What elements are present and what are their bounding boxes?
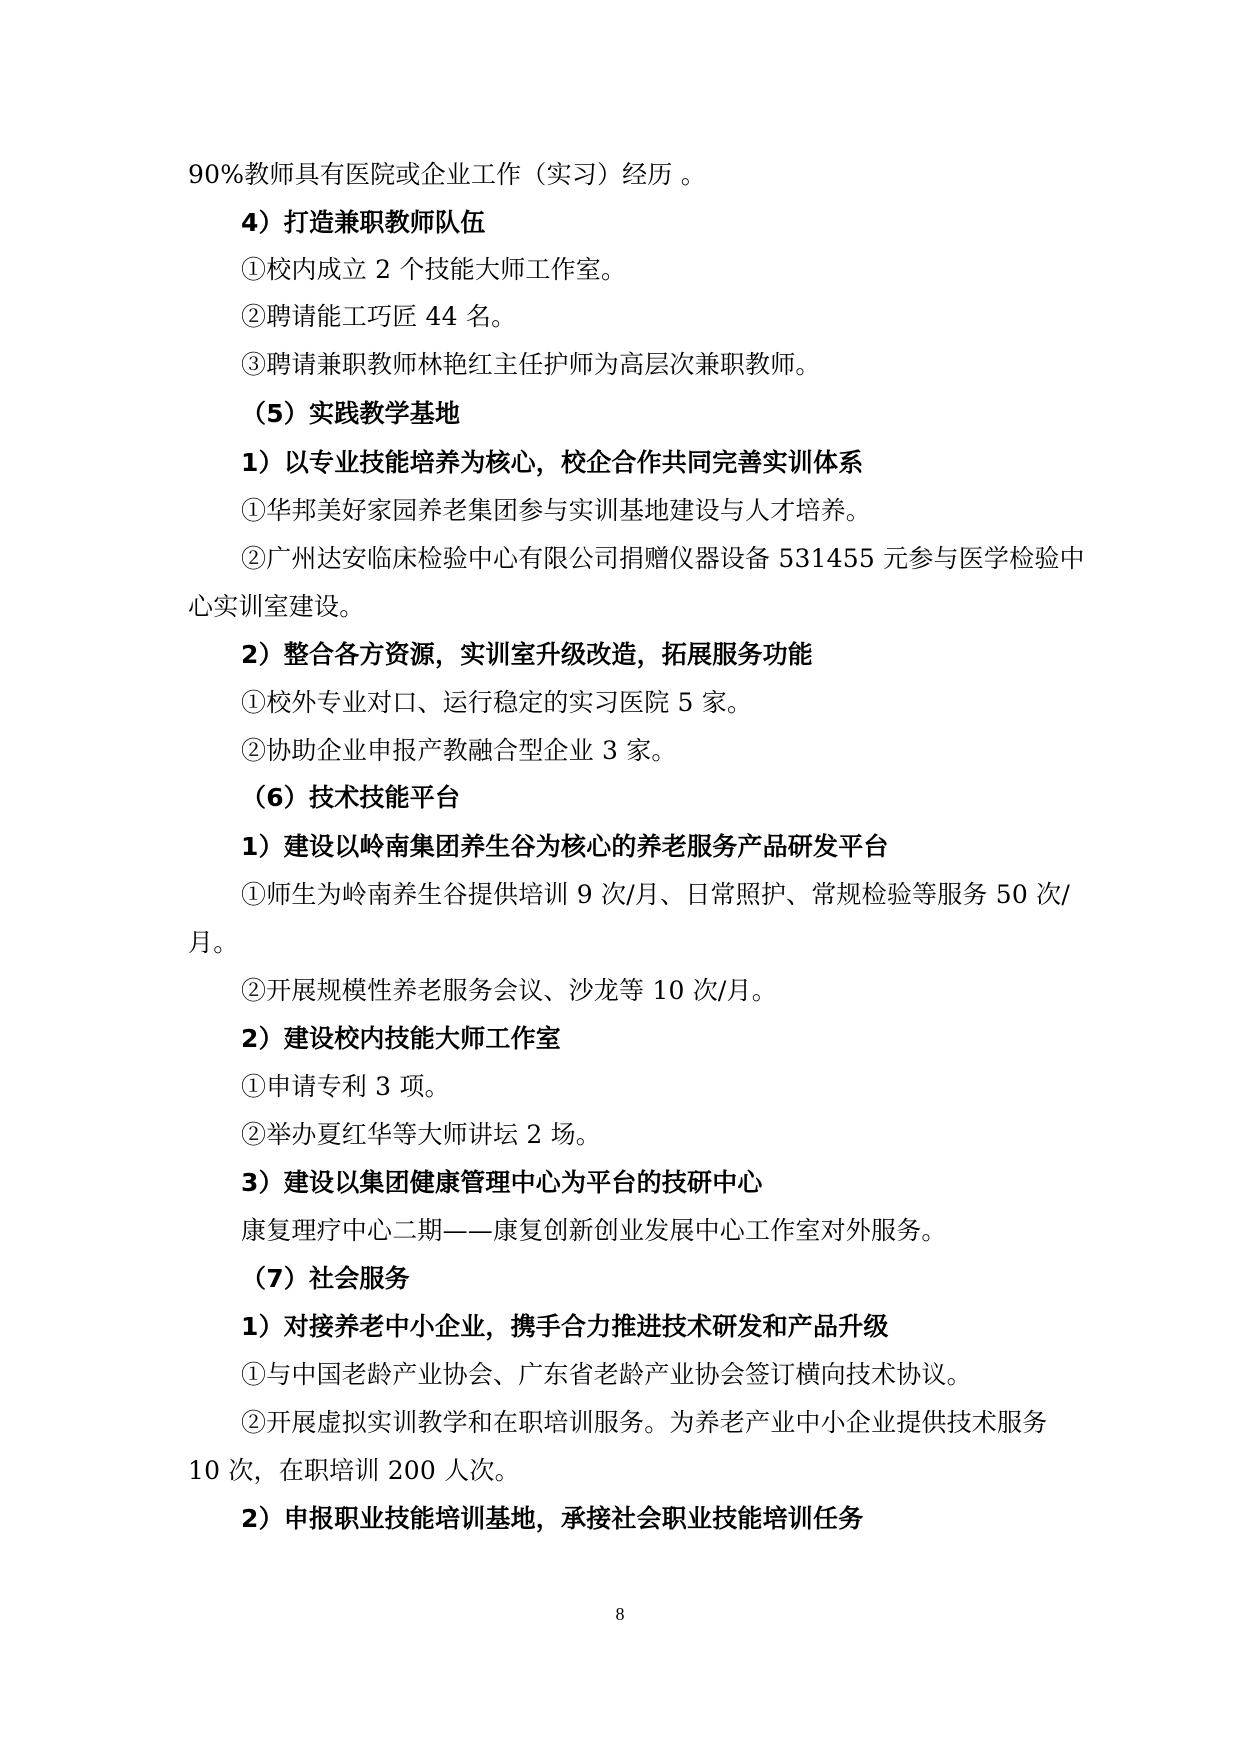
text-line: 10 次，在职培训 200 人次。 bbox=[188, 1456, 520, 1485]
text-line: 月。 bbox=[188, 928, 239, 957]
text-line: ②广州达安临床检验中心有限公司捐赠仪器设备 531455 元参与医学检验中 bbox=[241, 544, 1085, 573]
section-heading: （5）实践教学基地 bbox=[241, 399, 461, 428]
subheading: 1）以专业技能培养为核心，校企合作共同完善实训体系 bbox=[241, 448, 864, 477]
text-line: ②协助企业申报产教融合型企业 3 家。 bbox=[241, 736, 677, 765]
text-line: ①校外专业对口、运行稳定的实习医院 5 家。 bbox=[241, 688, 753, 717]
text-line: 康复理疗中心二期——康复创新创业发展中心工作室对外服务。 bbox=[241, 1216, 947, 1245]
text-line: ②举办夏红华等大师讲坛 2 场。 bbox=[241, 1120, 602, 1149]
text-line: ①校内成立 2 个技能大师工作室。 bbox=[241, 255, 627, 284]
subheading: 1）建设以岭南集团养生谷为核心的养老服务产品研发平台 bbox=[241, 832, 889, 861]
subheading: 2）申报职业技能培训基地，承接社会职业技能培训任务 bbox=[241, 1504, 864, 1533]
page-number: 8 bbox=[615, 1604, 625, 1624]
section-heading: （7）社会服务 bbox=[241, 1264, 410, 1293]
text-line: ①师生为岭南养生谷提供培训 9 次/月、日常照护、常规检验等服务 50 次/ bbox=[241, 880, 1070, 909]
text-line: ①华邦美好家园养老集团参与实训基地建设与人才培养。 bbox=[241, 496, 872, 525]
text-line: 心实训室建设。 bbox=[188, 592, 365, 621]
text-line: ③聘请兼职教师林艳红主任护师为高层次兼职教师。 bbox=[241, 350, 821, 379]
subheading: 2）建设校内技能大师工作室 bbox=[241, 1024, 561, 1053]
section-heading: （6）技术技能平台 bbox=[241, 783, 461, 812]
text-line: ②开展规模性养老服务会议、沙龙等 10 次/月。 bbox=[241, 976, 777, 1005]
text-line: ②聘请能工巧匠 44 名。 bbox=[241, 302, 517, 331]
text-line: 90%教师具有医院或企业工作（实习）经历 。 bbox=[188, 160, 706, 189]
subheading: 4）打造兼职教师队伍 bbox=[241, 208, 486, 237]
text-line: ①申请专利 3 项。 bbox=[241, 1072, 450, 1101]
subheading: 1）对接养老中小企业，携手合力推进技术研发和产品升级 bbox=[241, 1312, 889, 1341]
subheading: 3）建设以集团健康管理中心为平台的技研中心 bbox=[241, 1168, 763, 1197]
text-line: ①与中国老龄产业协会、广东省老龄产业协会签订横向技术协议。 bbox=[241, 1360, 972, 1389]
subheading: 2）整合各方资源，实训室升级改造，拓展服务功能 bbox=[241, 640, 813, 669]
text-line: ②开展虚拟实训教学和在职培训服务。为养老产业中小企业提供技术服务 bbox=[241, 1408, 1048, 1437]
